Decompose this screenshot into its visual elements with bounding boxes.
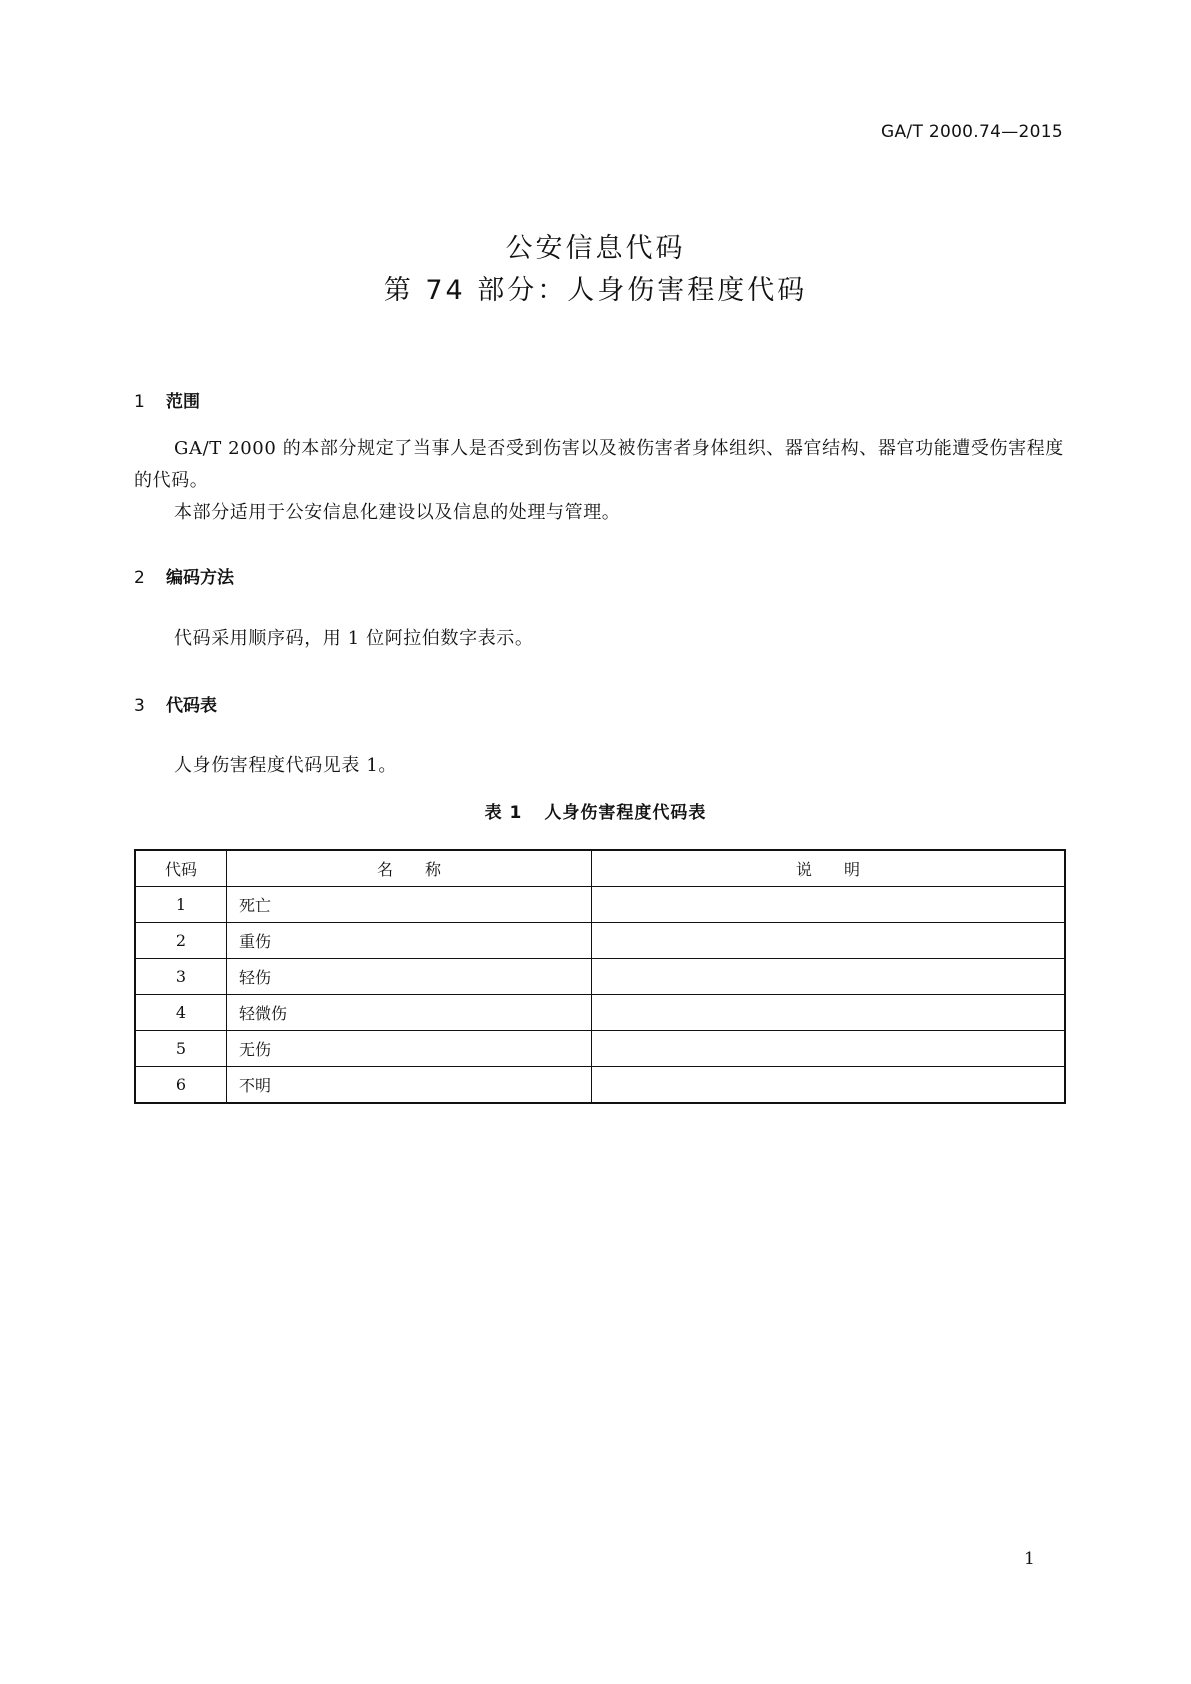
- table-row: [135, 995, 1065, 1031]
- name-cell: 轻微伤: [227, 995, 592, 1031]
- name-cell: 无伤: [227, 1031, 592, 1067]
- scope-paragraph-1: GA/T 2000 的本部分规定了当事人是否受到伤害以及被伤害者身体组织、器官结构、器官功能遭受伤害程度的代码。: [134, 438, 1064, 491]
- scope-paragraph-2: 本部分适用于公安信息化建设以及信息的处理与管理。: [174, 502, 621, 523]
- injury-code-table: [134, 849, 1066, 1104]
- table-header-row: [135, 850, 1065, 887]
- page-number: 1: [1024, 1549, 1035, 1569]
- table-row: [135, 923, 1065, 959]
- section-heading-scope: [134, 387, 200, 412]
- note-cell: [592, 959, 1066, 995]
- table-row: [135, 1031, 1065, 1067]
- note-cell: [592, 1067, 1066, 1104]
- section-heading-code-table: [134, 691, 217, 716]
- document-subtitle: 第 74 部分：人身伤害程度代码: [383, 275, 808, 306]
- table-row: [135, 887, 1065, 923]
- section-title: 范围: [166, 392, 200, 412]
- document-title: 公安信息代码: [505, 233, 686, 264]
- header-code: 代码: [135, 850, 227, 887]
- code-cell: 3: [135, 959, 227, 995]
- name-cell: 不明: [227, 1067, 592, 1104]
- table-row: [135, 959, 1065, 995]
- code-cell: 6: [135, 1067, 227, 1104]
- section-title: 编码方法: [166, 568, 234, 588]
- section-number: 1: [134, 392, 145, 412]
- note-cell: [592, 1031, 1066, 1067]
- section-number: 2: [134, 568, 145, 588]
- standard-number: GA/T 2000.74—2015: [881, 122, 1063, 142]
- note-cell: [592, 923, 1066, 959]
- code-cell: 4: [135, 995, 227, 1031]
- header-name: 名 称: [227, 850, 592, 887]
- name-cell: 重伤: [227, 923, 592, 959]
- table-caption: [0, 798, 1191, 823]
- code-cell: 1: [135, 887, 227, 923]
- note-cell: [592, 887, 1066, 923]
- name-cell: 死亡: [227, 887, 592, 923]
- coding-method-paragraph: 代码采用顺序码，用 1 位阿拉伯数字表示。: [174, 628, 534, 649]
- code-table-paragraph: 人身伤害程度代码见表 1。: [174, 755, 397, 776]
- code-cell: 5: [135, 1031, 227, 1067]
- table-caption-title: 人身伤害程度代码表: [544, 803, 707, 823]
- code-cell: 2: [135, 923, 227, 959]
- header-note: 说 明: [592, 850, 1066, 887]
- section-title: 代码表: [166, 696, 217, 716]
- section-number: 3: [134, 696, 145, 716]
- note-cell: [592, 995, 1066, 1031]
- section-heading-coding-method: [134, 563, 234, 588]
- table-row: [135, 1067, 1065, 1104]
- name-cell: 轻伤: [227, 959, 592, 995]
- table-caption-number: 表 1: [484, 803, 523, 823]
